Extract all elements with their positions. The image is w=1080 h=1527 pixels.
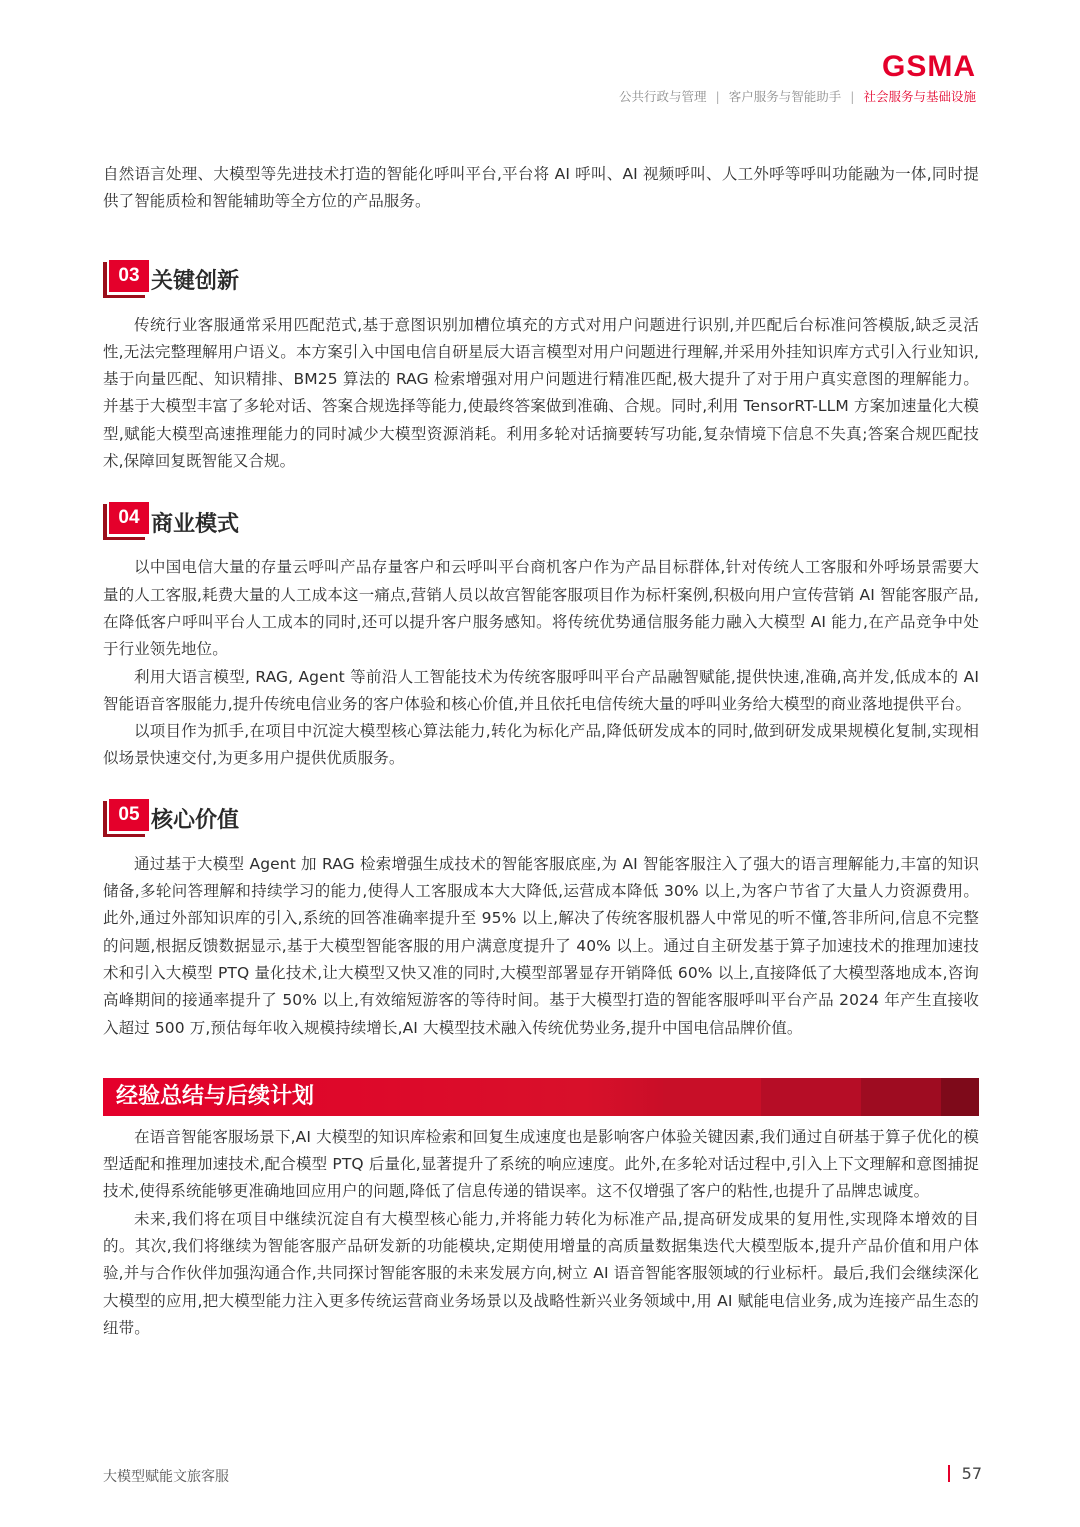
section-title: 商业模式 (151, 511, 240, 537)
breadcrumb-item: 公共行政与管理 (619, 89, 707, 104)
section-paragraph: 以中国电信大量的存量云呼叫产品存量客户和云呼叫平台商机客户作为产品目标群体,针对传统人工客服和外呼场景需要大量的人工客服,耗费大量的人工成本这一痛点,营销人员以故宫智能客服项目作为标杆案例,积极向用户宣传营销 AI 智能客服产品,在降低客户呼叫平台人工成本的同时,还可以提升客户服务感知。将传统优势通信服务能力融入大模型 AI 能力,在产品竞争中处于行业领先地位。 (103, 558, 979, 659)
breadcrumb (619, 87, 976, 105)
section-number-badge: 05 (103, 801, 145, 837)
section-number-badge: 04 (103, 504, 145, 540)
breadcrumb-item: 客户服务与智能助手 (728, 89, 842, 104)
intro-paragraph: 自然语言处理、大模型等先进技术打造的智能化呼叫平台,平台将 AI 呼叫、AI 视频呼叫、人工外呼等呼叫功能融为一体,同时提供了智能质检和智能辅助等全方位的产品服务。 (103, 165, 979, 211)
section-heading (103, 502, 979, 542)
section-title: 关键创新 (151, 269, 240, 295)
section-title: 核心价值 (151, 808, 240, 834)
summary-paragraph: 在语音智能客服场景下,AI 大模型的知识库检索和回复生成速度也是影响客户体验关键因素,我们通过自研基于算子优化的模型适配和推理加速技术,配合模型 PTQ 后量化,显著提升了系统的响应速度。此外,在多轮对话过程中,引入上下文理解和意图捕捉技术,使得系统能够更准确地回应用户的问题,降低了信息传递的错误率。这不仅增强了客户的粘性,也提升了品牌忠诚度。 (103, 1127, 979, 1201)
section-heading (103, 260, 979, 300)
banner-decoration (761, 1078, 861, 1116)
banner-decoration (663, 1078, 761, 1116)
breadcrumb-separator: | (850, 89, 855, 104)
section-number-badge: 03 (103, 262, 145, 298)
section-paragraph: 通过基于大模型 Agent 加 RAG 检索增强生成技术的智能客服底座,为 AI 智能客服注入了强大的语言理解能力,丰富的知识储备,多轮问答理解和持续学习的能力,使得人工客服成本大大降低,运营成本降低 30% 以上,为客户节省了大量人力资源费用。此外,通过外部知识库的引入,系统的回答准确率提升至 95% 以上,解决了传统客服机器人中常见的听不懂,答非所问,信息不完整的问题,根据反馈数据显示,基于大模型智能客服的用户满意度提升了 40% 以上。通过自主研发基于算子加速技术的推理加速技术和引入大模型 PTQ 量化技术,让大模型又快又准的同时,大模型部署显存开销降低 60% 以上,直接降低了大模型落地成本,咨询高峰期间的接通率提升了 50% 以上,有效缩短游客的等待时间。基于大模型打造的智能客服呼叫平台产品 2024 年产生直接收入超过 500 万,预估每年收入规模持续增长,AI 大模型技术融入传统优势业务,提升中国电信品牌价值。 (103, 854, 979, 1037)
section-paragraph: 以项目作为抓手,在项目中沉淀大模型核心算法能力,转化为标化产品,降低研发成本的同时,做到研发成果规模化复制,实现相似场景快速交付,为更多用户提供优质服务。 (103, 722, 979, 768)
summary-banner (103, 1078, 979, 1116)
summary-paragraph: 未来,我们将在项目中继续沉淀自有大模型核心能力,并将能力转化为标准产品,提高研发成果的复用性,实现降本增效的目的。其次,我们将继续为智能客服产品研发新的功能模块,定期使用增量的高质量数据集迭代大模型版本,提升产品价值和用户体验,并与合作伙伴加强沟通合作,共同探讨智能客服的未来发展方向,树立 AI 语音智能客服领域的行业标杆。最后,我们会继续深化大模型的应用,把大模型能力注入更多传统运营商业务场景以及战略性新兴业务领域中,用 AI 赋能电信业务,成为连接产品生态的纽带。 (103, 1209, 979, 1337)
banner-decoration (941, 1078, 979, 1116)
gsma-logo: GSMA (882, 50, 976, 83)
page-content (103, 161, 979, 1342)
breadcrumb-separator: | (715, 89, 720, 104)
page-number: 57 (961, 1464, 982, 1483)
summary-title: 经验总结与后续计划 (116, 1083, 315, 1109)
footer-doc-title: 大模型赋能文旅客服 (103, 1469, 229, 1485)
section-heading (103, 799, 979, 839)
section-paragraph: 利用大语言模型, RAG, Agent 等前沿人工智能技术为传统客服呼叫平台产品融智赋能,提供快速,准确,高并发,低成本的 AI 智能语音客服能力,提升传统电信业务的客户体验和核心价值,并且依托电信传统大量的呼叫业务给大模型的商业落地提供平台。 (103, 667, 979, 713)
breadcrumb-item-active: 社会服务与基础设施 (863, 89, 976, 104)
banner-decoration (861, 1078, 941, 1116)
footer-page-number (948, 1464, 982, 1483)
page-number-marker (948, 1465, 950, 1482)
section-paragraph: 传统行业客服通常采用匹配范式,基于意图识别加槽位填充的方式对用户问题进行识别,并匹配后台标准问答模版,缺乏灵活性,无法完整理解用户语义。本方案引入中国电信自研星辰大语言模型对用户问题进行理解,并采用外挂知识库方式引入行业知识,基于向量匹配、知识精排、BM25 算法的 RAG 检索增强对用户问题进行精准匹配,极大提升了对于用户真实意图的理解能力。并基于大模型丰富了多轮对话、答案合规选择等能力,使最终答案做到准确、合规。同时,利用 TensorRT-LLM 方案加速量化大模型,赋能大模型高速推理能力的同时减少大模型资源消耗。利用多轮对话摘要转写功能,复杂情境下信息不失真;答案合规匹配技术,保障回复既智能又合规。 (103, 315, 979, 471)
